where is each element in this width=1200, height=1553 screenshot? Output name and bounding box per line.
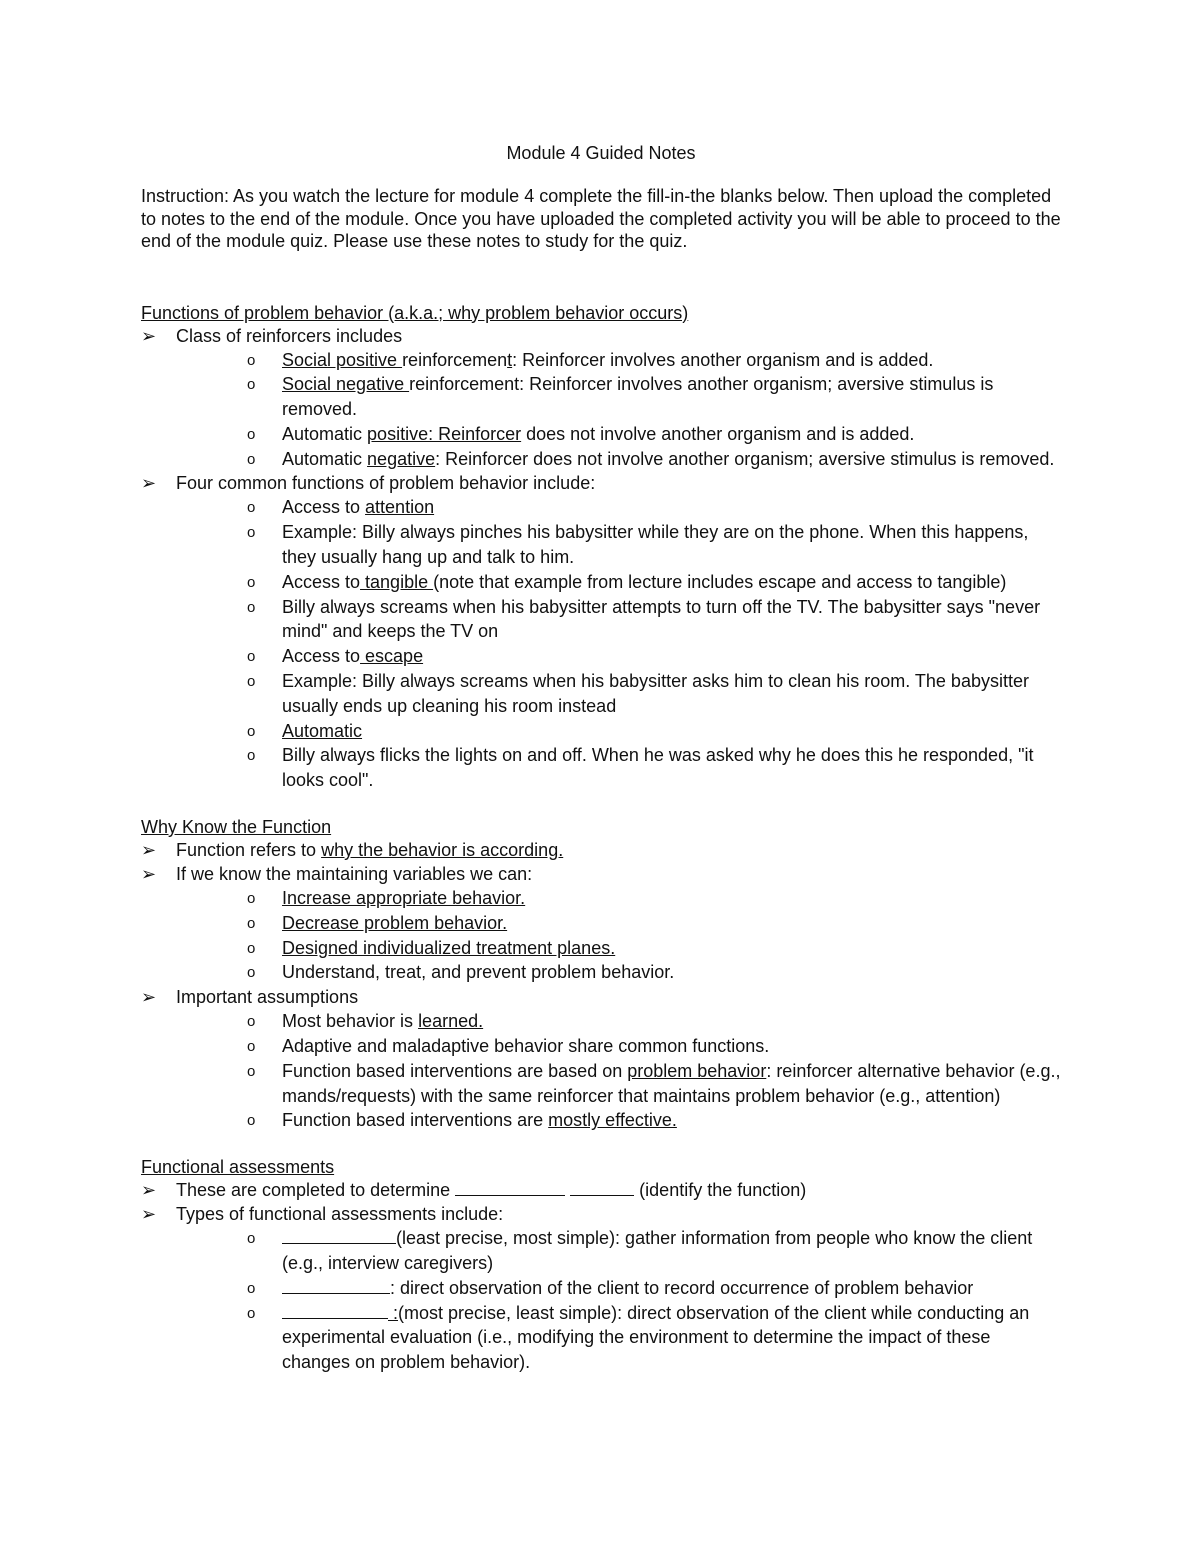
item-text: Example: Billy always pinches his babysitter while they are on the phone. When this happens, they usually hang up and talk to him. xyxy=(282,522,1029,568)
arrow-bullet-icon: ➢ xyxy=(141,473,157,494)
inner-list xyxy=(176,348,1061,472)
circle-bullet-icon: o xyxy=(247,747,256,765)
item-text: Four common functions of problem behavior include: xyxy=(176,473,596,494)
filled-blank: Automatic xyxy=(282,720,363,741)
list-item xyxy=(176,1276,1061,1301)
item-text: If we know the maintaining variables we can: xyxy=(176,864,533,885)
list-item xyxy=(176,719,1061,744)
list-item xyxy=(176,911,1061,936)
filled-blank: why the behavior is according. xyxy=(321,840,564,861)
list-item xyxy=(176,570,1061,595)
section-heading-functions: Functions of problem behavior (a.k.a.; why problem behavior occurs) xyxy=(141,302,689,323)
item-text: (most precise, least simple): direct observation of the client while conducting an experimental evaluation (i.e., modifying the environment to determine the impact of these changes on problem behavior). xyxy=(282,1302,1030,1373)
list-item xyxy=(176,1108,1061,1133)
outer-list xyxy=(141,838,1061,1133)
inner-list xyxy=(176,495,1061,793)
circle-bullet-icon: o xyxy=(247,673,256,691)
list-item xyxy=(141,471,1061,793)
list-item xyxy=(176,1059,1061,1109)
circle-bullet-icon: o xyxy=(247,890,256,908)
list-item xyxy=(176,447,1061,472)
list-item xyxy=(176,1009,1061,1034)
arrow-bullet-icon: ➢ xyxy=(141,1204,157,1225)
item-text: Example: Billy always screams when his babysitter asks him to clean his room. The babysitter usually ends up cleaning his room instead xyxy=(282,671,1029,716)
circle-bullet-icon: o xyxy=(247,914,256,932)
list-item xyxy=(141,1202,1061,1375)
fill-in-blank xyxy=(455,1181,565,1196)
fill-in-blank xyxy=(282,1229,396,1244)
item-text: does not involve another organism and is added. xyxy=(521,423,915,444)
item-text: Important assumptions xyxy=(176,987,359,1008)
outer-list xyxy=(141,1178,1061,1375)
list-item xyxy=(176,595,1061,645)
item-text: Function based interventions are based on xyxy=(282,1060,628,1081)
list-item xyxy=(176,886,1061,911)
fill-in-blank xyxy=(282,1304,388,1319)
circle-bullet-icon: o xyxy=(247,1038,256,1056)
item-text: Billy always screams when his babysitter attempts to turn off the TV. The babysitter says "never mind" and keeps the TV on xyxy=(282,596,1041,642)
fill-in-blank xyxy=(570,1181,634,1196)
item-text: Automatic xyxy=(282,448,368,469)
arrow-bullet-icon: ➢ xyxy=(141,840,157,861)
section-heading-why-know: Why Know the Function xyxy=(141,817,332,838)
list-item xyxy=(176,936,1061,961)
circle-bullet-icon: o xyxy=(247,376,256,394)
list-item xyxy=(176,1034,1061,1059)
item-text: Access to xyxy=(282,497,366,518)
circle-bullet-icon: o xyxy=(247,722,256,740)
item-text: Adaptive and maladaptive behavior share common functions. xyxy=(282,1036,770,1057)
item-text: : direct observation of the client to record occurrence of problem behavior xyxy=(390,1277,974,1298)
circle-bullet-icon: o xyxy=(247,524,256,542)
filled-blank: t xyxy=(507,349,513,370)
item-text: : reinforcer alternative behavior (e.g., mands/requests) with the same reinforcer that maintains problem behavior (e.g., attention) xyxy=(282,1060,1061,1106)
circle-bullet-icon: o xyxy=(247,964,256,982)
list-item xyxy=(141,862,1061,985)
fill-in-blank xyxy=(282,1279,390,1294)
circle-bullet-icon: o xyxy=(247,499,256,517)
item-text: Automatic xyxy=(282,423,368,444)
item-text: : Reinforcer does not involve another organism; aversive stimulus is removed. xyxy=(435,448,1055,469)
filled-blank: attention xyxy=(365,497,435,518)
circle-bullet-icon: o xyxy=(247,351,256,369)
circle-bullet-icon: o xyxy=(247,598,256,616)
list-item xyxy=(141,1178,1061,1202)
list-item xyxy=(176,422,1061,447)
filled-blank: mostly effective. xyxy=(548,1110,677,1131)
item-text: Understand, treat, and prevent problem behavior. xyxy=(282,962,675,983)
filled-blank: Increase appropriate behavior. xyxy=(282,888,526,909)
list-item xyxy=(176,1226,1061,1276)
filled-blank: Decrease problem behavior. xyxy=(282,912,508,933)
list-item xyxy=(141,985,1061,1133)
item-text: These are completed to determine xyxy=(176,1180,456,1201)
item-text: Most behavior is xyxy=(282,1011,419,1032)
arrow-bullet-icon: ➢ xyxy=(141,325,157,346)
section-functional-assessments xyxy=(141,1156,1061,1375)
filled-blank: problem behavior xyxy=(627,1060,767,1081)
item-text: Access to xyxy=(282,646,361,667)
inner-list xyxy=(176,1226,1061,1375)
inner-list xyxy=(176,1009,1061,1133)
item-text: reinforcemen xyxy=(402,349,508,370)
item-text: Function refers to xyxy=(176,840,322,861)
circle-bullet-icon: o xyxy=(247,1062,256,1080)
section-why-know-function xyxy=(141,816,1061,1133)
item-text: Function based interventions are xyxy=(282,1110,549,1131)
circle-bullet-icon: o xyxy=(247,1112,256,1130)
arrow-bullet-icon: ➢ xyxy=(141,864,157,885)
filled-blank: Designed individualized treatment planes. xyxy=(282,937,616,958)
filled-blank: positive: Reinforcer xyxy=(367,423,522,444)
list-item xyxy=(176,669,1061,719)
filled-blank: : xyxy=(388,1302,399,1323)
filled-blank: Social negative xyxy=(282,374,410,395)
list-item xyxy=(141,838,1061,862)
circle-bullet-icon: o xyxy=(247,1013,256,1031)
circle-bullet-icon: o xyxy=(247,648,256,666)
filled-blank: Social positive xyxy=(282,349,403,370)
list-item xyxy=(176,520,1061,570)
item-text: Types of functional assessments include: xyxy=(176,1204,504,1225)
list-item xyxy=(176,644,1061,669)
item-text: (identify the function) xyxy=(634,1180,807,1201)
item-text: Billy always flicks the lights on and off. When he was asked why he does this he responded, "it looks cool". xyxy=(282,745,1034,791)
instruction-paragraph: Instruction: As you watch the lecture for module 4 complete the fill-in-the blanks below. Then upload the completed to notes to the end of the module. Once you have uploaded the completed activity you will be able to proceed to the end of the module quiz. Please use these notes to study for the quiz. xyxy=(141,186,1061,251)
inner-list xyxy=(176,886,1061,985)
list-item xyxy=(176,743,1061,793)
document-page xyxy=(141,141,1061,1375)
circle-bullet-icon: o xyxy=(247,573,256,591)
list-item xyxy=(176,960,1061,985)
circle-bullet-icon: o xyxy=(247,1304,256,1322)
item-text: reinforcement: Reinforcer involves another organism; aversive stimulus is removed. xyxy=(282,374,994,420)
section-functions xyxy=(141,302,1061,794)
arrow-bullet-icon: ➢ xyxy=(141,987,157,1008)
item-text: : Reinforcer involves another organism and is added. xyxy=(512,349,934,370)
list-item xyxy=(141,324,1061,472)
document-title: Module 4 Guided Notes xyxy=(506,143,696,163)
circle-bullet-icon: o xyxy=(247,425,256,443)
list-item xyxy=(176,372,1061,422)
circle-bullet-icon: o xyxy=(247,450,256,468)
arrow-bullet-icon: ➢ xyxy=(141,1180,157,1201)
filled-blank: escape xyxy=(360,646,424,667)
item-text: Access to xyxy=(282,571,361,592)
list-item xyxy=(176,1301,1061,1375)
outer-list xyxy=(141,324,1061,794)
circle-bullet-icon: o xyxy=(247,1279,256,1297)
list-item xyxy=(176,495,1061,520)
filled-blank: learned. xyxy=(418,1011,484,1032)
item-text: (note that example from lecture includes escape and access to tangible) xyxy=(433,571,1007,592)
circle-bullet-icon: o xyxy=(247,1230,256,1248)
filled-blank: negative xyxy=(367,448,436,469)
filled-blank: tangible xyxy=(360,571,434,592)
item-text: (least precise, most simple): gather information from people who know the client (e.g., interview caregivers) xyxy=(282,1228,1033,1274)
list-item xyxy=(176,348,1061,373)
section-heading-assessments: Functional assessments xyxy=(141,1157,335,1178)
item-text: Class of reinforcers includes xyxy=(176,325,403,346)
circle-bullet-icon: o xyxy=(247,939,256,957)
